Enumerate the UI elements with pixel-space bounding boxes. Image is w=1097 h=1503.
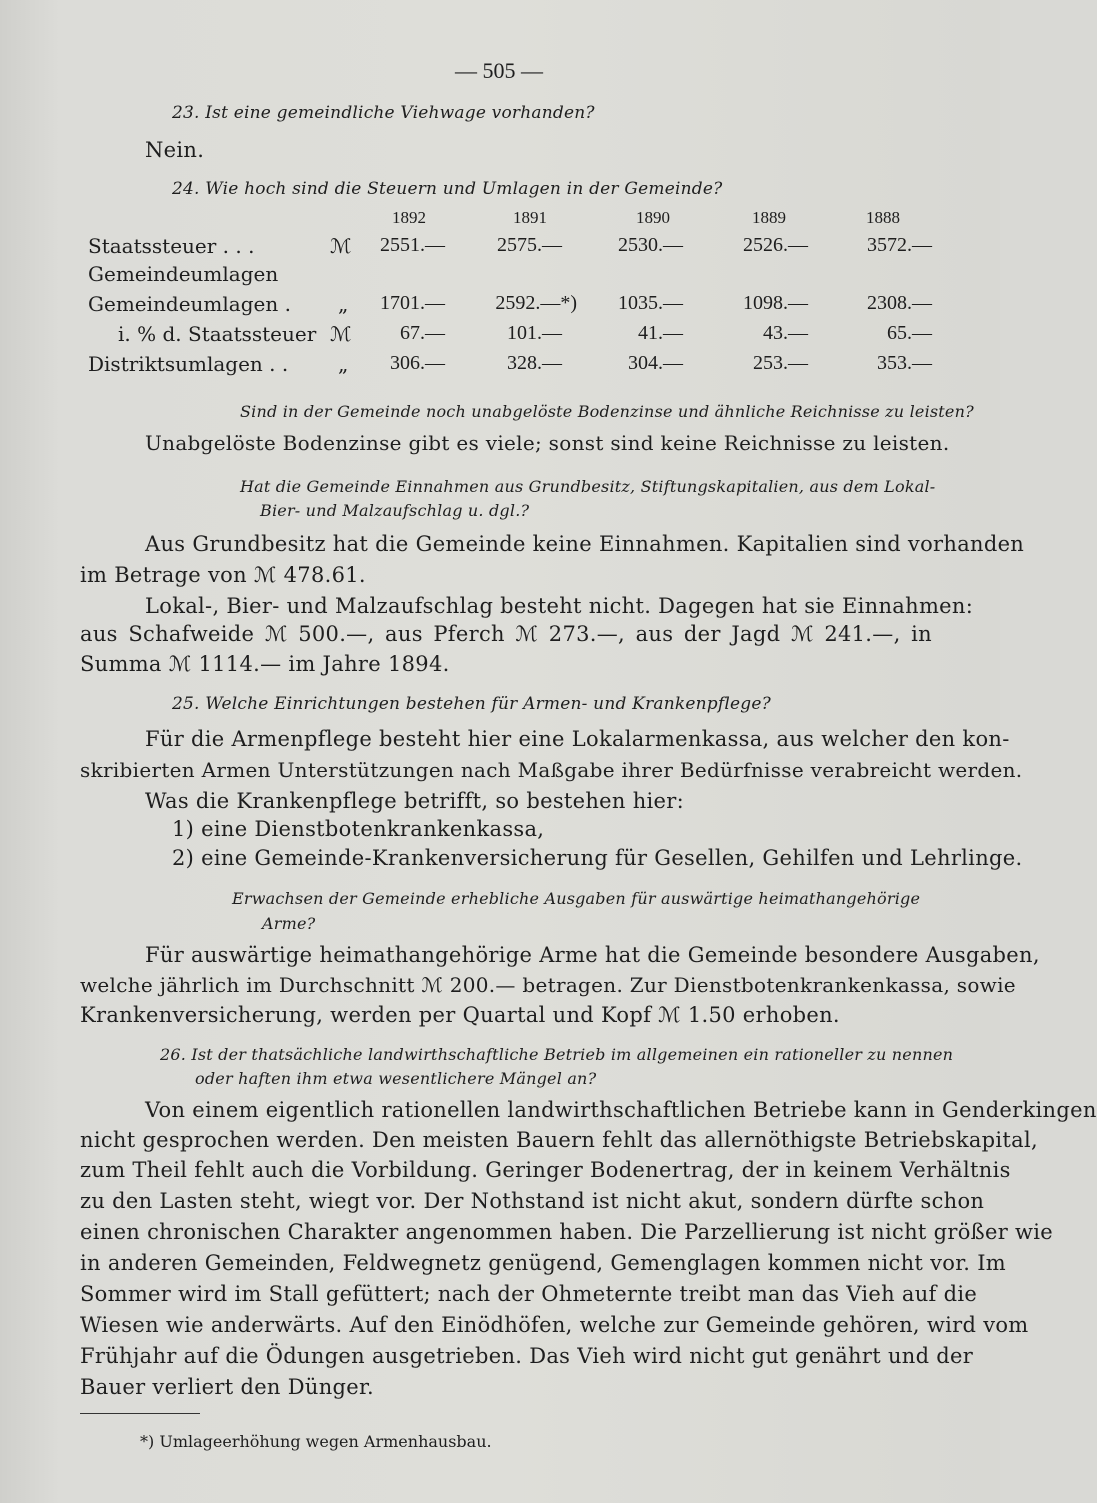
question-26-cont: oder haften ihm etwa wesentlichere Mängel an? (195, 1069, 597, 1088)
ditto-unit: „ (338, 352, 349, 376)
question-26: 26. Ist der thatsächliche landwirthschaftliche Betrieb im allgemeinen ein rationeller zu nennen (160, 1045, 954, 1064)
table-cell: 1701.— (380, 292, 445, 314)
table-cell: 2308.— (867, 292, 932, 314)
answer-line: Was die Krankenpflege betrifft, so bestehen hier: (145, 789, 684, 813)
answer-line: Summa ℳ 1114.— im Jahre 1894. (80, 652, 450, 676)
answer-line: einen chronischen Charakter angenommen haben. Die Parzellierung ist nicht größer wie (80, 1220, 1054, 1244)
question-25-ausgaben-cont: Arme? (262, 914, 316, 933)
answer-line: aus Schafweide ℳ 500.—, aus Pferch ℳ 273.—, aus der Jagd ℳ 241.—, in (80, 622, 932, 646)
answer-line: in anderen Gemeinden, Feldwegnetz genügend, Gemenglagen kommen nicht vor. Im (80, 1251, 1007, 1275)
answer-line: Für auswärtige heimathangehörige Arme hat die Gemeinde besondere Ausgaben, (145, 943, 1040, 967)
answer-line: Bauer verliert den Dünger. (80, 1375, 374, 1399)
answer-line: Krankenversicherung, werden per Quartal und Kopf ℳ 1.50 erhoben. (80, 1003, 840, 1027)
list-item: 1) eine Dienstbotenkrankenkassa, (172, 817, 545, 841)
question-24: 24. Wie hoch sind die Steuern und Umlagen in der Gemeinde? (172, 179, 723, 199)
question-23: 23. Ist eine gemeindliche Viehwage vorhanden? (172, 103, 595, 123)
table-cell: 353.— (877, 352, 932, 374)
year-header: 1888 (866, 208, 900, 227)
answer-line: skribierten Armen Unterstützungen nach Maßgabe ihrer Bedürfnisse verabreicht werden. (80, 758, 1023, 782)
table-cell: 2530.— (618, 234, 683, 256)
table-cell: 253.— (753, 352, 808, 374)
table-cell: 2526.— (743, 234, 808, 256)
table-row-label: Gemeindeumlagen (88, 262, 279, 286)
answer-line: zum Theil fehlt auch die Vorbildung. Geringer Bodenertrag, der in keinem Verhältnis (80, 1158, 1011, 1182)
question-25-ausgaben: Erwachsen der Gemeinde erhebliche Ausgaben für auswärtige heimathangehörige (232, 889, 921, 908)
footnote: *) Umlageerhöhung wegen Armenhausbau. (140, 1432, 492, 1451)
answer-line: Frühjahr auf die Ödungen ausgetrieben. Das Vieh wird nicht gut genährt und der (80, 1344, 974, 1368)
answer-line: Von einem eigentlich rationellen landwirthschaftlichen Betriebe kann in Genderkingen (145, 1098, 1097, 1122)
question-25: 25. Welche Einrichtungen bestehen für Armen- und Krankenpflege? (172, 694, 771, 714)
answer-line: Aus Grundbesitz hat die Gemeinde keine Einnahmen. Kapitalien sind vorhanden (145, 532, 1025, 556)
table-row-label: Staatssteuer . . . (88, 234, 255, 258)
answer-line: zu den Lasten steht, wiegt vor. Der Nothstand ist nicht akut, sondern dürfte schon (80, 1189, 985, 1213)
table-cell: 2575.— (497, 234, 562, 256)
answer-line: Sommer wird im Stall gefüttert; nach der Ohmeternte treibt man das Vieh auf die (80, 1282, 978, 1306)
answer-line: welche jährlich im Durchschnitt ℳ 200.— betragen. Zur Dienstbotenkrankenkassa, sowie (80, 973, 1016, 997)
table-cell: 67.— (400, 322, 445, 344)
year-header: 1891 (513, 208, 547, 227)
table-row-label: Gemeindeumlagen . (88, 292, 291, 316)
answer-24-bodenzinse: Unabgelöste Bodenzinse gibt es viele; sonst sind keine Reichnisse zu leisten. (145, 431, 950, 455)
answer-line: Für die Armenpflege besteht hier eine Lokalarmenkassa, aus welcher den kon- (145, 727, 1010, 751)
answer-23: Nein. (145, 138, 205, 162)
table-cell: 1098.— (743, 292, 808, 314)
year-header: 1892 (392, 208, 426, 227)
currency-unit: ℳ (330, 322, 352, 346)
table-cell: 306.— (390, 352, 445, 374)
answer-line: im Betrage von ℳ 478.61. (80, 563, 366, 587)
question-24-einnahmen: Hat die Gemeinde Einnahmen aus Grundbesitz, Stiftungskapitalien, aus dem Lokal- (240, 477, 936, 496)
year-header: 1889 (752, 208, 786, 227)
answer-line: nicht gesprochen werden. Den meisten Bauern fehlt das allernöthigste Betriebskapital, (80, 1128, 1038, 1152)
answer-line: Wiesen wie anderwärts. Auf den Einödhöfen, welche zur Gemeinde gehören, wird vom (80, 1313, 1029, 1337)
footnote-divider (80, 1413, 200, 1414)
table-cell: 328.— (507, 352, 562, 374)
table-cell: 101.— (507, 322, 562, 344)
year-header: 1890 (636, 208, 670, 227)
table-row-label: Distriktsumlagen . . (88, 352, 289, 376)
table-row-label: i. % d. Staatssteuer (118, 322, 317, 346)
list-item: 2) eine Gemeinde-Krankenversicherung für Gesellen, Gehilfen und Lehrlinge. (172, 846, 1023, 870)
currency-unit: ℳ (330, 234, 352, 258)
ditto-unit: „ (338, 292, 349, 316)
table-cell: 43.— (763, 322, 808, 344)
table-cell: 2592.—*) (495, 292, 577, 314)
table-cell: 65.— (887, 322, 932, 344)
page-number: — 505 — (455, 58, 543, 83)
table-cell: 41.— (638, 322, 683, 344)
table-cell: 1035.— (618, 292, 683, 314)
answer-line: Lokal-, Bier- und Malzaufschlag besteht nicht. Dagegen hat sie Einnahmen: (145, 594, 974, 618)
table-cell: 2551.— (380, 234, 445, 256)
table-cell: 3572.— (867, 234, 932, 256)
table-cell: 304.— (628, 352, 683, 374)
question-24-einnahmen-cont: Bier- und Malzaufschlag u. dgl.? (260, 501, 530, 520)
question-24-bodenzinse: Sind in der Gemeinde noch unabgelöste Bodenzinse und ähnliche Reichnisse zu leisten? (240, 402, 974, 421)
